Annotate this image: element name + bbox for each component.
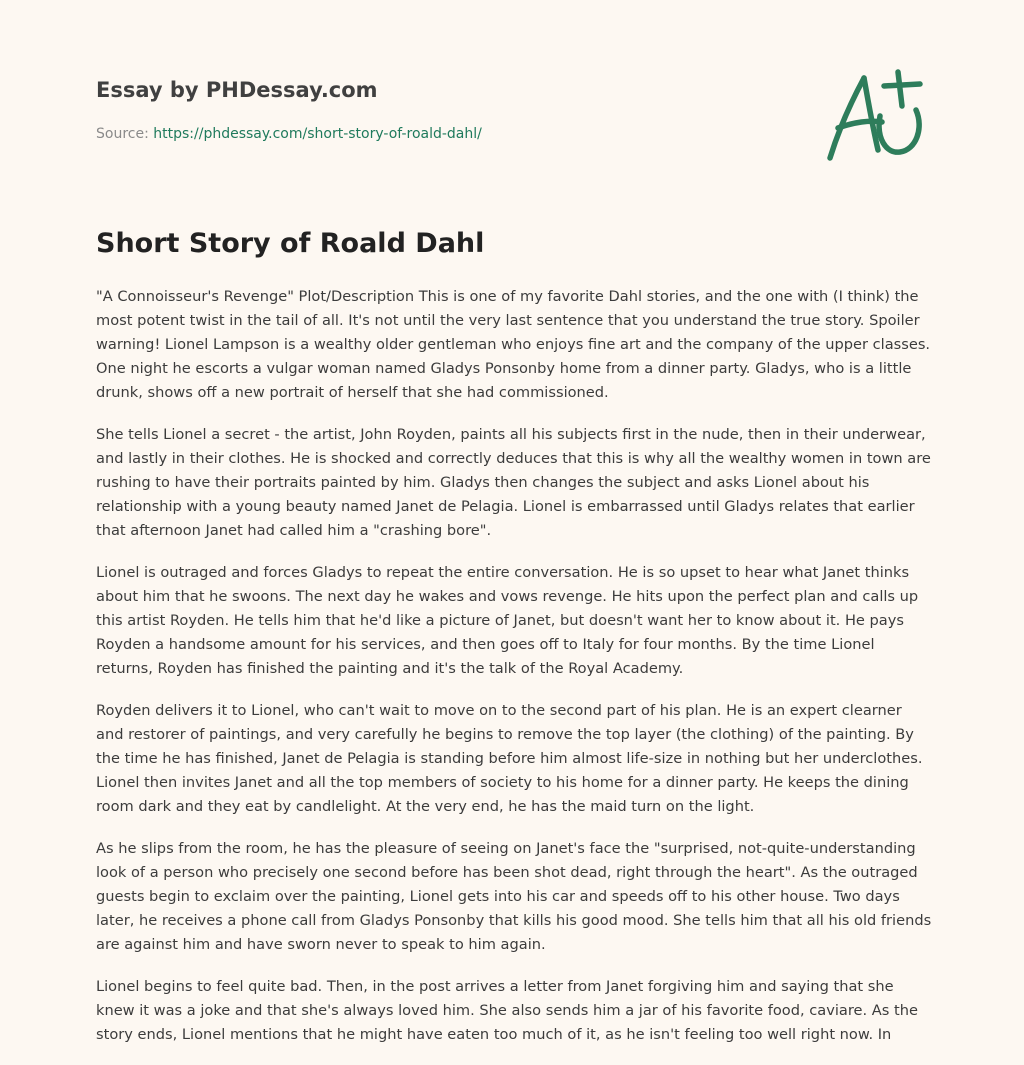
essay-paragraph: "A Connoisseur's Revenge" Plot/Description This is one of my favorite Dahl stories, and the one with (I think) the most potent twist in the tail of all. It's not until the very last sentence that you understand the true story. Spoiler warning! Lionel Lampson is a wealthy older gentleman who enjoys fine art and the company of the upper classes. One night he escorts a vulgar woman named Gladys Ponsonby home from a dinner party. Gladys, who is a little drunk, shows off a new portrait of herself that she had commissioned.	[96, 288, 931, 401]
source-line	[96, 124, 796, 144]
essay-title: Short Story of Roald Dahl	[96, 228, 485, 259]
essay-paragraph: As he slips from the room, he has the pleasure of seeing on Janet's face the "surprised, not-quite-understanding look of a person who precisely one second before has been shot dead, right through the heart". As the outraged guests begin to exclaim over the painting, Lionel gets into his car and speeds off to his other house. Two days later, he receives a phone call from Gladys Ponsonby that kills his good mood. She tells him that all his old friends are against him and have sworn never to speak to him again.	[96, 840, 932, 953]
essay-paragraph: Lionel begins to feel quite bad. Then, in the post arrives a letter from Janet forgiving him and saying that she knew it was a joke and that she's always loved him. She also sends him a jar of his favorite food, caviare. As the story ends, Lionel mentions that he might have eaten too much of it, as he isn't feeling too well right now. In	[96, 978, 918, 1043]
essay-paragraph: She tells Lionel a secret - the artist, John Royden, paints all his subjects first in the nude, then in their underwear, and lastly in their clothes. He is shocked and correctly deduces that this is why all the wealthy women in town are rushing to have their portraits painted by him. Gladys then changes the subject and asks Lionel about his relationship with a young beauty named Janet de Pelagia. Lionel is embarrassed until Gladys relates that earlier that afternoon Janet had called him a "crashing bore".	[96, 426, 931, 539]
site-header	[96, 76, 796, 144]
a-plus-grade-icon	[820, 66, 930, 166]
essay-body	[96, 285, 932, 1065]
essay-paragraph: Lionel is outraged and forces Gladys to repeat the entire conversation. He is so upset to hear what Janet thinks about him that he swoons. The next day he wakes and vows revenge. He hits upon the perfect plan and calls up this artist Royden. He tells him that he'd like a picture of Janet, but doesn't want her to know about it. He pays Royden a handsome amount for his services, and then goes off to Italy for four months. By the time Lionel returns, Royden has finished the painting and it's the talk of the Royal Academy.	[96, 564, 919, 677]
source-label: Source:	[96, 126, 154, 142]
site-brand: Essay by PHDessay.com	[96, 78, 378, 102]
source-link[interactable]: https://phdessay.com/short-story-of-roald-dahl/	[153, 126, 482, 142]
essay-paragraph: Royden delivers it to Lionel, who can't wait to move on to the second part of his plan. He is an expert clearner and restorer of paintings, and very carefully he begins to remove the top layer (the clothing) of the painting. By the time he has finished, Janet de Pelagia is standing before him almost life-size in nothing but her underclothes. Lionel then invites Janet and all the top members of society to his home for a dinner party. He keeps the dining room dark and they eat by candlelight. At the very end, he has the maid turn on the light.	[96, 702, 923, 815]
